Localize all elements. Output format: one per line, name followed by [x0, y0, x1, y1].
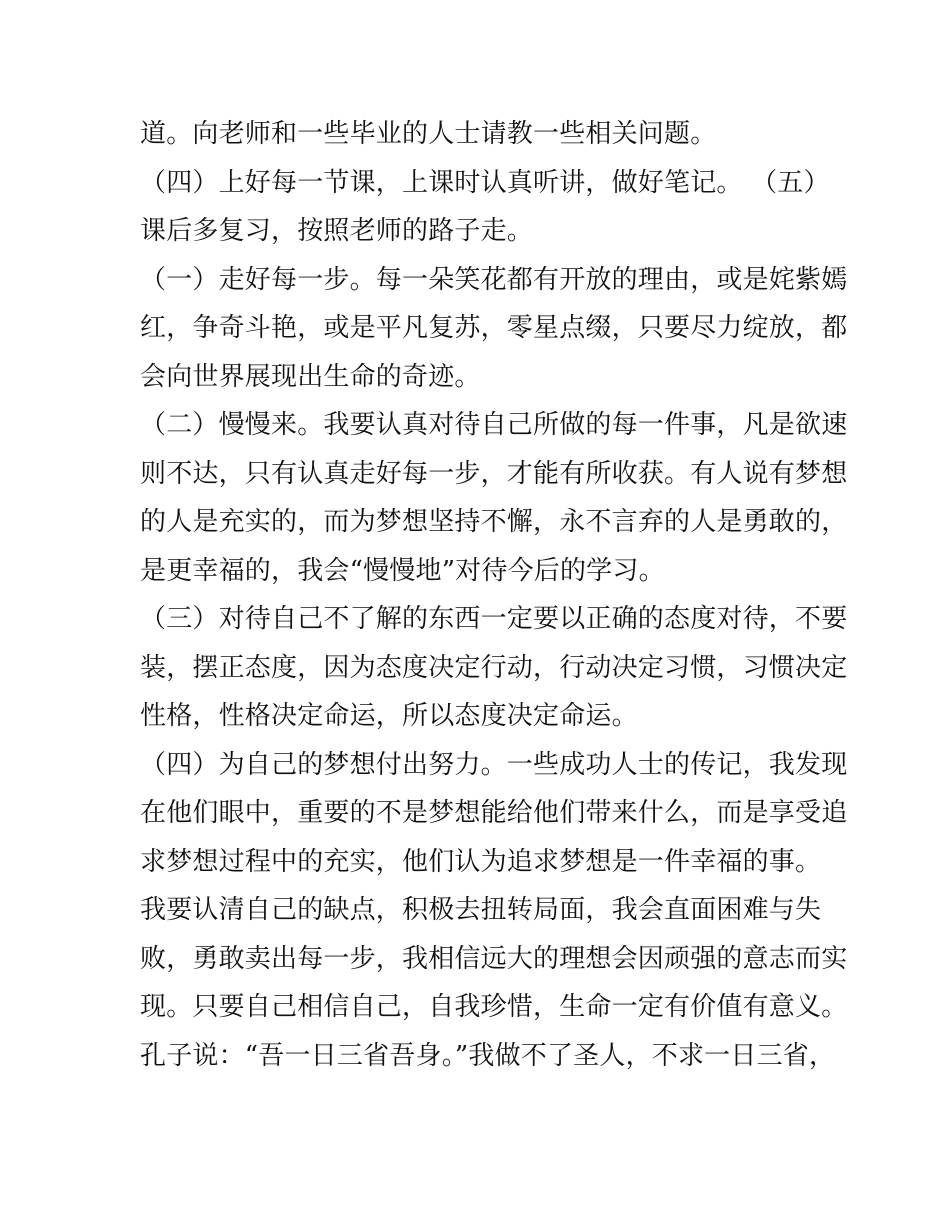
text-line: 现。只要自己相信自己，自我珍惜，生命一定有价值有意义。: [140, 992, 848, 1022]
body-text: [140, 110, 848, 1080]
text-line: 我要认清自己的缺点，积极去扭转局面，我会直面困难与失: [140, 895, 822, 925]
text-line: 的人是充实的，而为梦想坚持不懈，永不言弃的人是勇敢的，: [140, 507, 848, 537]
text-line: （四）为自己的梦想付出努力。一些成功人士的传记，我发现: [140, 749, 848, 780]
text-line: 课后多复习，按照老师的路子走。: [140, 216, 534, 246]
text-line: 孔子说：“吾一日三省吾身。”我做不了圣人，不求一日三省，: [140, 1040, 836, 1071]
text-line: 会向世界展现出生命的奇迹。: [140, 361, 481, 392]
text-line: 则不达，只有认真走好每一步，才能有所收获。有人说有梦想: [140, 458, 848, 489]
text-line: 是更幸福的，我会“慢慢地”对待今后的学习。: [140, 555, 665, 586]
text-line: 败，勇敢卖出每一步，我相信远大的理想会因顽强的意志而实: [140, 943, 848, 974]
text-line: 红，争奇斗艳，或是平凡复苏，零星点缀，只要尽力绽放，都: [140, 313, 848, 343]
text-line: 求梦想过程中的充实，他们认为追求梦想是一件幸福的事。: [140, 846, 822, 877]
text-line: 道。向老师和一些毕业的人士请教一些相关问题。: [140, 119, 717, 149]
text-line: 在他们眼中，重要的不是梦想能给他们带来什么，而是享受追: [140, 798, 848, 828]
text-line: 性格，性格决定命运，所以态度决定命运。: [140, 701, 638, 731]
text-line: （四）上好每一节课，上课时认真听讲，做好笔记。 （五）: [140, 167, 830, 198]
text-line: （二）慢慢来。我要认真对待自己所做的每一件事，凡是欲速: [140, 410, 848, 440]
text-line: （三）对待自己不了解的东西一定要以正确的态度对待，不要: [140, 604, 848, 634]
text-line: 装，摆正态度，因为态度决定行动，行动决定习惯，习惯决定: [140, 652, 848, 683]
text-line: （一）走好每一步。每一朵笑花都有开放的理由，或是姹紫嫣: [140, 264, 848, 295]
